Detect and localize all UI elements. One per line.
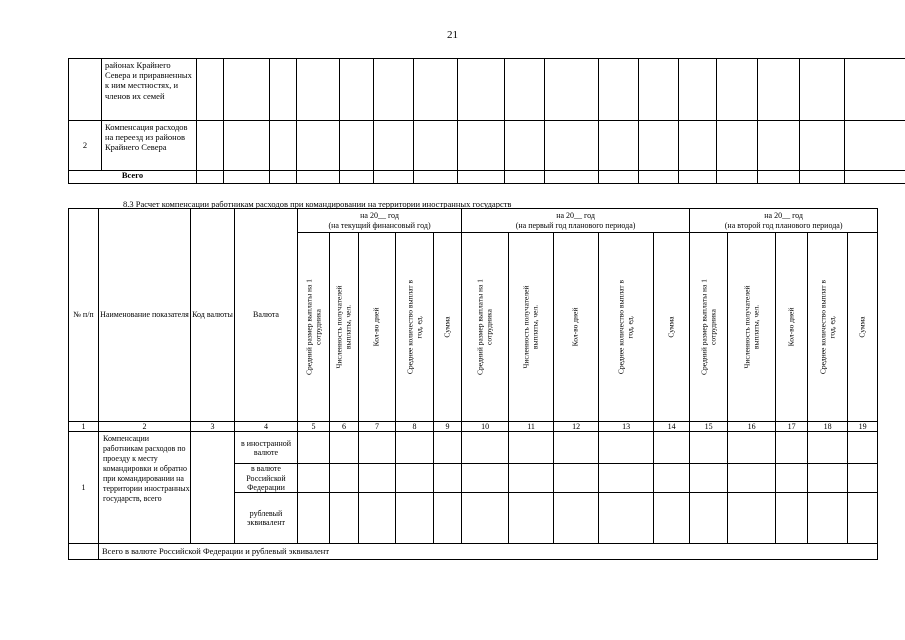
column-number: 2 [99,422,191,432]
column-number: 10 [462,422,509,432]
section-title: 8.3 Расчет компенсации работникам расходов при командировании на территории иностранных государств [123,199,512,209]
header-name: Наименование показателя [99,209,191,422]
compensation-table [68,208,878,560]
column-number: 7 [359,422,396,432]
column-number: 17 [776,422,808,432]
column-number: 3 [191,422,235,432]
footer-label: Всего в валюте Российской Федерации и рублевый эквивалент [99,544,878,560]
subheader-avg-payment: Средний размер выплаты на 1 сотрудника [298,233,330,422]
column-number: 16 [728,422,776,432]
row-number: 2 [69,121,102,171]
continuation-table [68,58,905,184]
subheader-recipients: Численность получателей выплаты, чел. [509,233,554,422]
subheader-days: Кол-во дней [776,233,808,422]
year-header-2: на 20__ год (на первый год планового периода) [462,209,690,233]
subheader-recipients: Численность получателей выплаты, чел. [330,233,359,422]
column-number: 4 [235,422,298,432]
header-num: № п/п [69,209,99,422]
header-currency: Валюта [235,209,298,422]
column-number: 6 [330,422,359,432]
year-header-3: на 20__ год (на второй год планового периода) [690,209,878,233]
row-label: Компенсации работникам расходов по проезду к месту командировки и обратно при командировании на территории иностранных государств, всего [99,432,191,544]
header-code: Код валюты [191,209,235,422]
total-label: Всего [69,171,197,184]
column-number: 5 [298,422,330,432]
subheader-recipients: Численность получателей выплаты, чел. [728,233,776,422]
column-number: 14 [654,422,690,432]
currency-foreign: в иностранной валюте [235,432,298,464]
column-number: 11 [509,422,554,432]
subheader-avg-count: Среднее количество выплат в год, ед. [808,233,848,422]
subheader-sum: Сумма [654,233,690,422]
table-row [69,432,878,464]
subheader-avg-payment: Средний размер выплаты на 1 сотрудника [462,233,509,422]
row-number: 1 [69,432,99,544]
table-row-footer [69,544,878,560]
header-row-years [69,209,878,233]
column-number: 13 [599,422,654,432]
row-label: районах Крайнего Севера и приравненных к ним местностях, и членов их семей [102,59,197,121]
column-number-row [69,422,878,432]
subheader-avg-payment: Средний размер выплаты на 1 сотрудника [690,233,728,422]
currency-rub: в валюте Российской Федерации [235,464,298,493]
column-number: 18 [808,422,848,432]
subheader-days: Кол-во дней [554,233,599,422]
page-number: 21 [447,29,458,41]
currency-equivalent: рублевый эквивалент [235,493,298,544]
column-number: 19 [848,422,878,432]
subheader-avg-count: Среднее количество выплат в год, ед. [599,233,654,422]
subheader-avg-count: Среднее количество выплат в год, ед. [396,233,434,422]
row-label: Компенсация расходов на переезд из районов Крайнего Севера [102,121,197,171]
subheader-sum: Сумма [848,233,878,422]
subheader-days: Кол-во дней [359,233,396,422]
column-number: 9 [434,422,462,432]
column-number: 8 [396,422,434,432]
column-number: 1 [69,422,99,432]
table-row [69,121,905,171]
year-header-1: на 20__ год (на текущий финансовый год) [298,209,462,233]
column-number: 12 [554,422,599,432]
table-row-total [69,171,905,184]
table-row [69,59,905,121]
subheader-sum: Сумма [434,233,462,422]
column-number: 15 [690,422,728,432]
